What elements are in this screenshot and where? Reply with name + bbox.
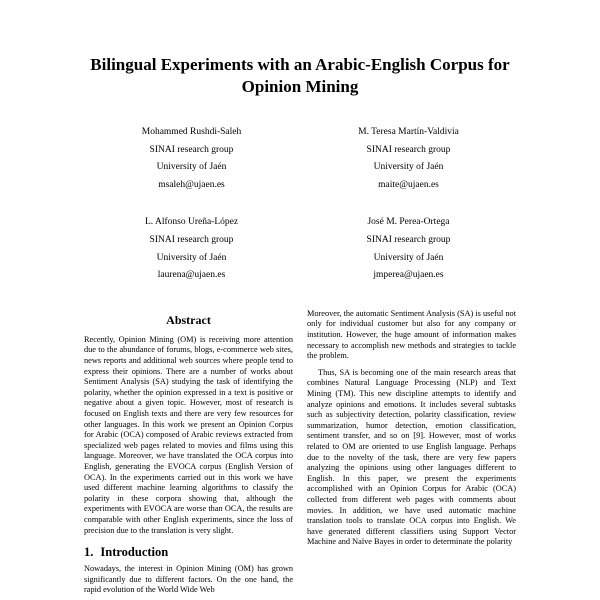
section-label: Introduction bbox=[100, 545, 169, 560]
author-email: jmperea@ujaen.es bbox=[373, 270, 444, 281]
author-block bbox=[88, 124, 295, 194]
author-name: M. Teresa Martín-Valdivia bbox=[358, 127, 459, 138]
author-group: SINAI research group bbox=[366, 144, 451, 155]
right-column bbox=[307, 309, 516, 596]
author-name: José M. Perea-Ortega bbox=[367, 217, 450, 228]
section-heading-introduction bbox=[84, 545, 293, 560]
paper-title: Bilingual Experiments with an Arabic-English Corpus for Opinion Mining bbox=[90, 55, 510, 97]
author-block bbox=[305, 124, 512, 194]
author-group: SINAI research group bbox=[149, 235, 234, 245]
author-affiliation: University of Jaén bbox=[156, 162, 227, 173]
author-name: L. Alfonso Ureña-López bbox=[144, 217, 239, 228]
two-column-body bbox=[84, 309, 516, 596]
left-column bbox=[84, 309, 293, 596]
author-block bbox=[88, 214, 295, 284]
author-group: SINAI research group bbox=[149, 144, 234, 155]
author-affiliation: University of Jaén bbox=[156, 252, 227, 263]
abstract-text: Recently, Opinion Mining (OM) is receiving more attention due to the abundance of forums, blogs, e-commerce web sites, news reports and additional web sources where people tend to express their opinions. There are a number of works about Sentiment Analysis (SA) studying the task of identifying the polarity, whether the opinion expressed in a text is positive or negative about a given topic. However, most of research is focused on English texts and there are very few resources for other languages. In this work we present an Opinion Corpus for Arabic (OCA) composed of Arabic reviews extracted from specialized web pages related to movies and films using this language. Moreover, we have translated the OCA corpus into English, generating the EVOCA corpus (English Version of OCA). In the experiments carried out in this work we have used different machine learning algorithms to classify the polarity in these corpora showing that, although the experiments with EVOCA are worse than OCA, the results are comparable with other English experiments, since the loss of precision due to the translation is very slight. bbox=[84, 334, 293, 535]
section-number: 1. bbox=[84, 545, 94, 560]
author-email: maite@ujaen.es bbox=[378, 179, 439, 190]
author-email: msaleh@ujaen.es bbox=[158, 179, 225, 190]
right-column-paragraph-2: Thus, SA is becoming one of the main research areas that combines Natural Language Processing (NLP) and Text Mining (TM). This new discipline attempts to identify and analyze opinions and emotions. It includes several subtasks such as subjectivity detection, polarity classification, review summarization, humor detection, emotion classification, sentiment transfer, and so on [9]. However, most of works related to OM are oriented to use English language. Perhaps due to the novelty of the task, there are very few papers analyzing the opinions using other languages different to English. In this paper, we present the experiments accomplished with an Opinion Corpus for Arabic (OCA) collected from different web pages with comments about movies. In addition, we have used automatic machine translation tools to translate OCA corpus into English. We have generated different classifiers using Support Vector Machine and Naïve Bayes in order to determinate the polarity bbox=[307, 367, 516, 547]
author-affiliation: University of Jaén bbox=[373, 252, 444, 263]
author-group: SINAI research group bbox=[366, 235, 451, 245]
author-block bbox=[305, 214, 512, 284]
right-column-paragraph-1: Moreover, the automatic Sentiment Analysis (SA) is useful not only for individual customer but also for any company or institution. However, the huge amount of information makes necessary to accomplish new methods and strategies to tackle the problem. bbox=[307, 308, 516, 361]
author-name: Mohammed Rushdi-Saleh bbox=[141, 127, 242, 138]
authors-block bbox=[88, 124, 512, 285]
abstract-heading: Abstract bbox=[166, 312, 211, 327]
author-affiliation: University of Jaén bbox=[373, 162, 444, 173]
author-email: laurena@ujaen.es bbox=[157, 270, 226, 281]
introduction-paragraph: Nowadays, the interest in Opinion Mining (OM) has grown significantly due to different factors. On the one hand, the rapid evolution of the World Wide Web bbox=[84, 564, 293, 595]
